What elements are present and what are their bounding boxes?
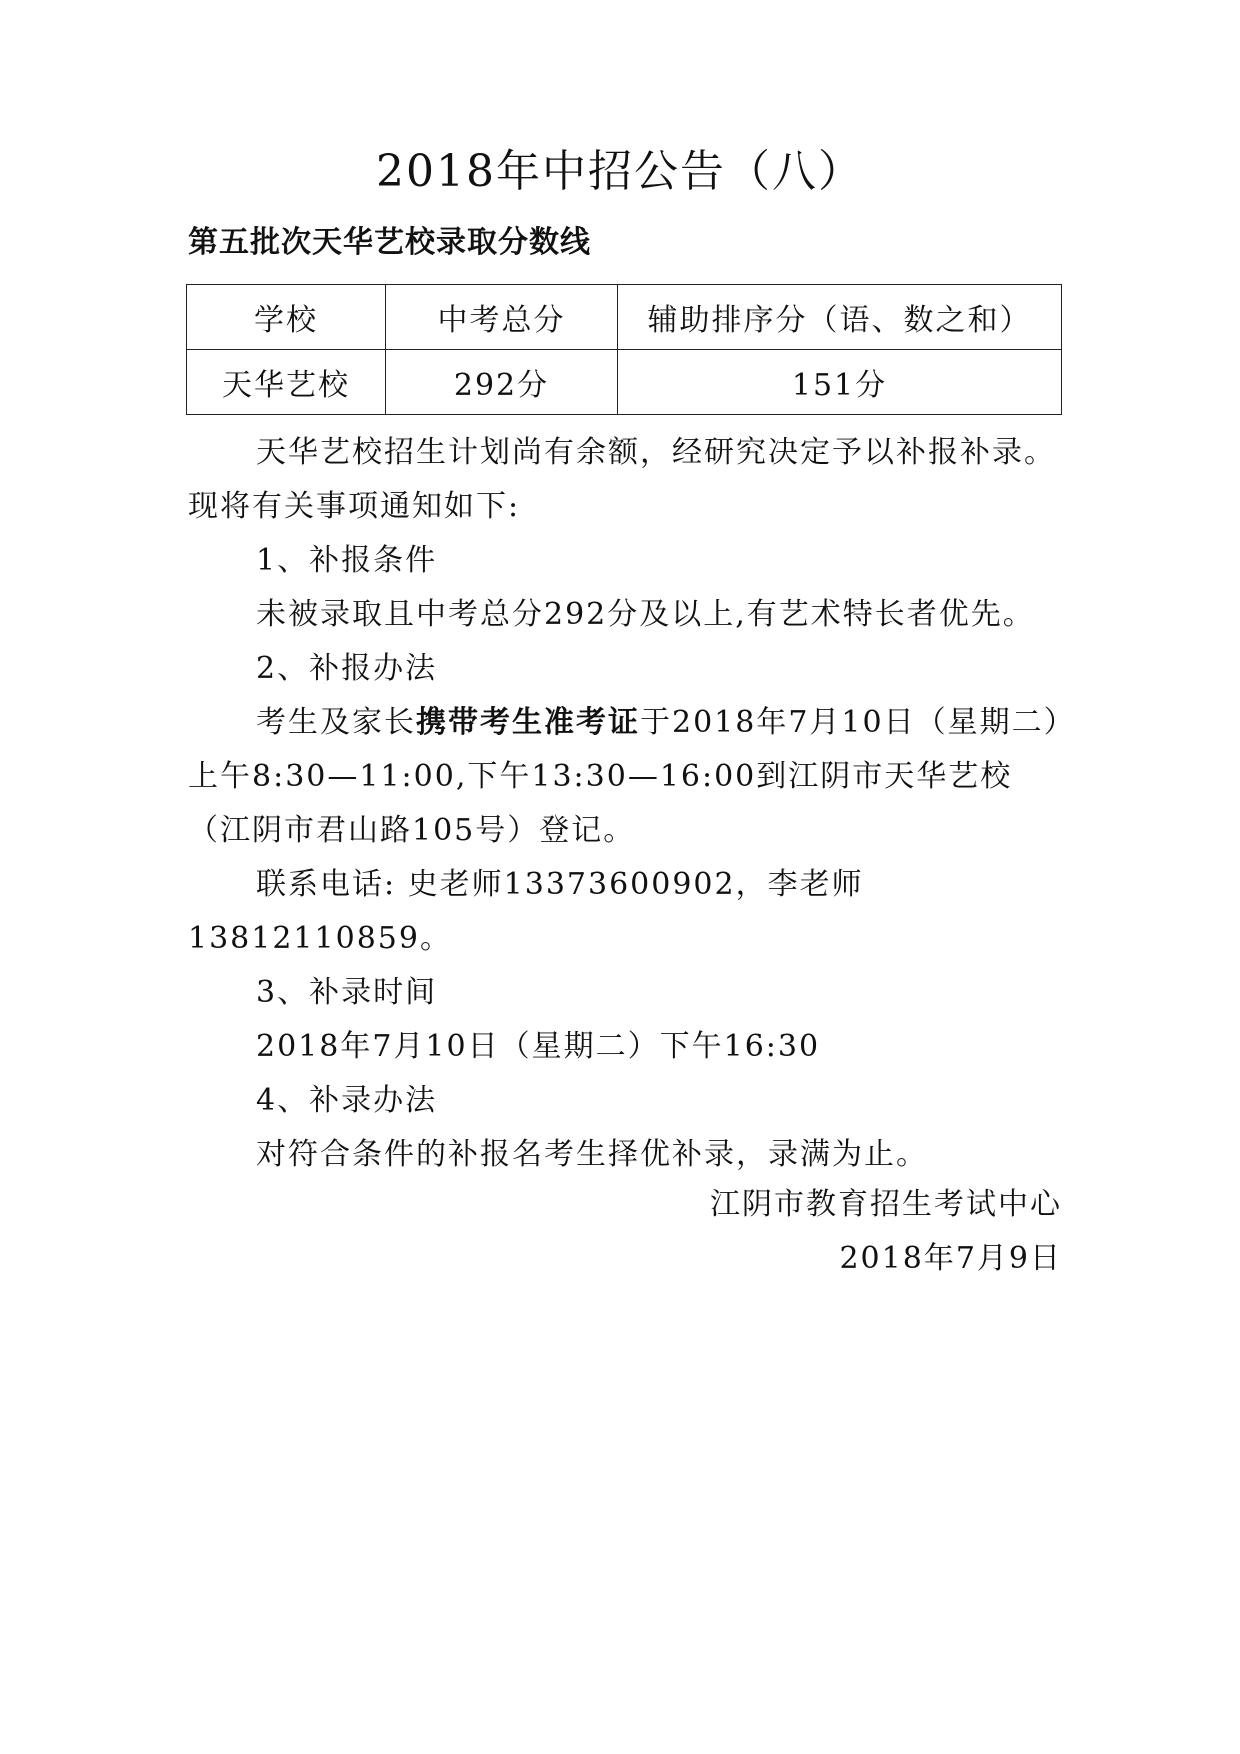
issue-date: 2018年7月9日 [839,1241,1062,1276]
table-header-cell: 辅助排序分（语、数之和） [618,285,1062,350]
section-heading: 2、补报办法 [256,651,438,686]
notice-body [188,426,1068,1182]
table-header-cell: 学校 [187,285,386,350]
table-cell: 292分 [386,350,618,415]
table-cell: 天华艺校 [187,350,386,415]
section-text-part: 于2018年7月10日（星期二）上午8:30—11:00,下午13:30—16:00到江阴市天华艺校（江阴市君山路105号）登记。 [188,705,1061,848]
signature-block [710,1178,1062,1286]
section-text: 未被录取且中考总分292分及以上,有艺术特长者优先。 [256,597,1035,632]
issuing-organization: 江阴市教育招生考试中心 [710,1187,1062,1222]
section-text-part: 考生及家长 [256,705,416,740]
section-heading: 3、补录时间 [256,975,438,1010]
document-subtitle: 第五批次天华艺校录取分数线 [188,225,591,260]
bold-emphasis: 携带考生准考证 [416,705,640,740]
admission-score-table [186,284,1062,415]
section-text: 对符合条件的补报名考生择优补录，录满为止。 [256,1137,928,1172]
table-cell: 151分 [618,350,1062,415]
intro-paragraph: 天华艺校招生计划尚有余额，经研究决定予以补报补录。现将有关事项通知如下: [188,435,1056,524]
table-header-cell: 中考总分 [386,285,618,350]
contact-info: 联系电话: 史老师13373600902，李老师13812110859。 [188,867,864,956]
document-title: 2018年中招公告（八） [376,146,864,197]
table-header-row [187,285,1062,350]
table-row [187,350,1062,415]
section-text: 2018年7月10日（星期二）下午16:30 [256,1029,821,1064]
section-heading: 4、补录办法 [256,1083,438,1118]
section-heading: 1、补报条件 [256,543,438,578]
section-text [188,696,1068,858]
